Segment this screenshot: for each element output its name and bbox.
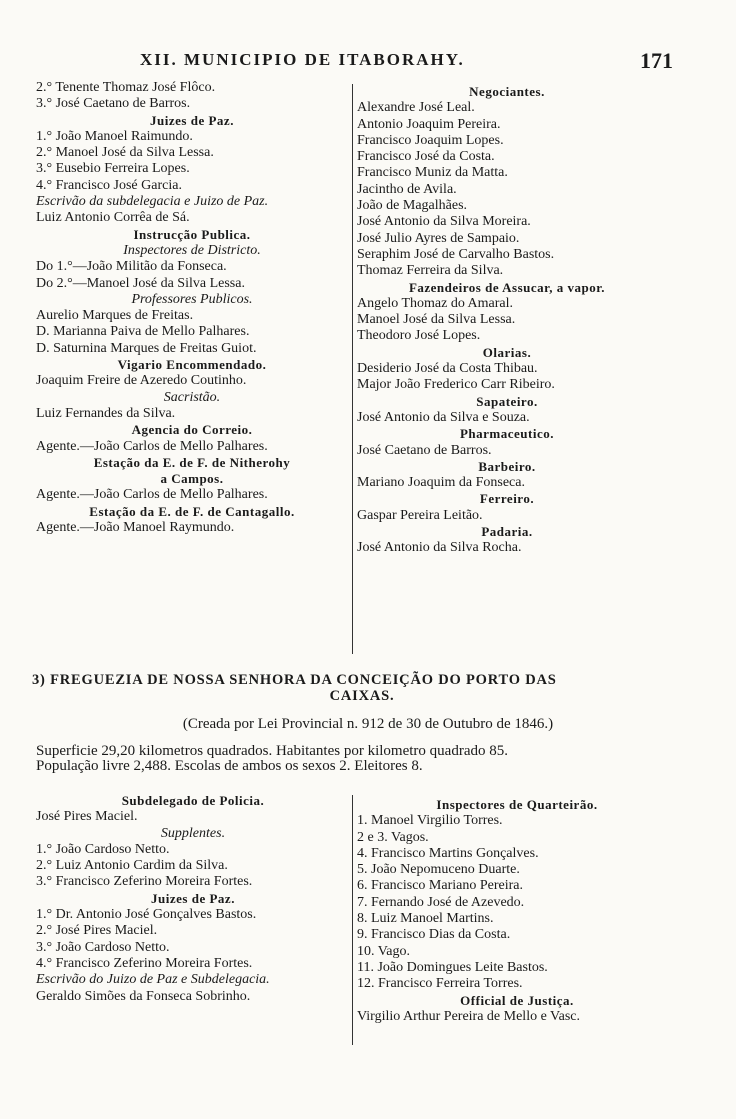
left-column-line: D. Saturnina Marques de Freitas Guiot. bbox=[36, 340, 257, 356]
right-column-line: José Julio Ayres de Sampaio. bbox=[357, 230, 520, 246]
bottom-left-line: Geraldo Simões da Fonseca Sobrinho. bbox=[36, 988, 251, 1004]
right-column-line: Francisco Joaquim Lopes. bbox=[357, 132, 504, 148]
left-column-line: D. Marianna Paiva de Mello Palhares. bbox=[36, 324, 250, 340]
bottom-right-line: Virgilio Arthur Pereira de Mello e Vasc. bbox=[357, 1008, 580, 1024]
bottom-left-heading: Juizes de Paz. bbox=[151, 890, 235, 906]
left-column-line: 2.° Tenente Thomaz José Flôco. bbox=[36, 80, 216, 95]
section-title-line2: CAIXAS. bbox=[329, 688, 395, 704]
left-column-line: Professores Publicos. bbox=[131, 291, 253, 307]
right-column-line: Theodoro José Lopes. bbox=[357, 328, 481, 344]
right-column-line: José Antonio da Silva Moreira. bbox=[357, 214, 531, 230]
left-column-line: Agente.—João Carlos de Mello Palhares. bbox=[36, 438, 268, 454]
bottom-left-line: 3.° João Cardoso Netto. bbox=[36, 939, 170, 955]
left-column-line: Luiz Fernandes da Silva. bbox=[36, 405, 176, 421]
bottom-left-heading: Subdelegado de Policia. bbox=[121, 793, 265, 808]
right-column-line: Francisco José da Costa. bbox=[357, 149, 495, 165]
right-column-heading: Barbeiro. bbox=[478, 458, 536, 474]
left-column-heading: a Campos. bbox=[160, 471, 224, 487]
creation-note: (Creada por Lei Provincial n. 912 de 30 de Outubro de 1846.) bbox=[182, 716, 554, 732]
right-column-line: José Caetano de Barros. bbox=[357, 442, 492, 458]
left-column-line: Agente.—João Carlos de Mello Palhares. bbox=[36, 487, 268, 503]
left-column-heading: Agencia do Correio. bbox=[131, 422, 253, 438]
right-column bbox=[357, 84, 657, 557]
bottom-left-line: 2.° Luiz Antonio Cardim da Silva. bbox=[36, 858, 228, 874]
bottom-right-line: 5. João Nepomuceno Duarte. bbox=[357, 862, 520, 878]
stats-paragraph bbox=[36, 744, 686, 774]
right-column-line: José Antonio da Silva Rocha. bbox=[357, 540, 522, 556]
bottom-right-line: 9. Francisco Dias da Costa. bbox=[357, 927, 511, 943]
right-column-line: Alexandre José Leal. bbox=[357, 100, 475, 116]
left-column-line: Luiz Antonio Corrêa de Sá. bbox=[36, 210, 190, 226]
left-column-line: Aurelio Marques de Freitas. bbox=[36, 308, 194, 324]
right-column-line: Manoel José da Silva Lessa. bbox=[357, 312, 516, 328]
right-column-heading: Padaria. bbox=[481, 524, 533, 540]
left-column-heading: Estação da E. de F. de Nitherohy bbox=[93, 454, 291, 470]
bottom-left-column bbox=[36, 793, 350, 1005]
bottom-left-line: 2.° José Pires Maciel. bbox=[36, 923, 158, 939]
bottom-left-line: 1.° João Cardoso Netto. bbox=[36, 841, 170, 857]
bottom-right-line: 7. Fernando José de Azevedo. bbox=[357, 894, 525, 910]
right-column-line: Gaspar Pereira Leitão. bbox=[357, 507, 483, 523]
bottom-right-line: 1. Manoel Virgilio Torres. bbox=[357, 813, 503, 829]
right-column-line: Mariano Joaquim da Fonseca. bbox=[357, 475, 525, 491]
left-column-line: 3.° Eusebio Ferreira Lopes. bbox=[36, 161, 190, 177]
bottom-left-line: 3.° Francisco Zeferino Moreira Fortes. bbox=[36, 874, 253, 890]
bottom-right-line: 6. Francisco Mariano Pereira. bbox=[357, 878, 523, 894]
right-column-line: Francisco Muniz da Matta. bbox=[357, 165, 508, 181]
right-column-line: João de Magalhães. bbox=[357, 198, 468, 214]
right-column-line: José Antonio da Silva e Souza. bbox=[357, 409, 530, 425]
left-column bbox=[36, 80, 348, 536]
bottom-column-divider bbox=[352, 795, 353, 1045]
right-column-line: Thomaz Ferreira da Silva. bbox=[357, 263, 504, 279]
bottom-left-line: 4.° Francisco Zeferino Moreira Fortes. bbox=[36, 955, 253, 971]
bottom-right-line: 11. João Domingues Leite Bastos. bbox=[357, 959, 548, 975]
stats-line-2: População livre 2,488. Escolas de ambos os sexos 2. Eleitores 8. bbox=[36, 758, 423, 774]
bottom-left-line: José Pires Maciel. bbox=[36, 809, 138, 825]
bottom-left-line: 1.° Dr. Antonio José Gonçalves Bastos. bbox=[36, 907, 257, 923]
page-header bbox=[0, 50, 736, 74]
column-divider bbox=[352, 84, 353, 654]
right-column-heading: Fazendeiros de Assucar, a vapor. bbox=[408, 279, 606, 295]
left-column-line: 2.° Manoel José da Silva Lessa. bbox=[36, 145, 214, 161]
bottom-right-heading: Official de Justiça. bbox=[460, 992, 574, 1008]
left-column-line: Do 2.°—Manoel José da Silva Lessa. bbox=[36, 275, 245, 291]
right-column-line: Major João Frederico Carr Ribeiro. bbox=[357, 377, 555, 393]
left-column-line: 1.° João Manoel Raimundo. bbox=[36, 128, 193, 144]
bottom-left-line: Supplentes. bbox=[160, 825, 226, 841]
left-column-line: Escrivão da subdelegacia e Juizo de Paz. bbox=[36, 194, 269, 210]
bottom-right-line: 8. Luiz Manoel Martins. bbox=[357, 911, 494, 927]
bottom-right-line: 10. Vago. bbox=[357, 943, 411, 959]
left-column-heading: Instrucção Publica. bbox=[133, 226, 251, 242]
right-column-heading: Negociantes. bbox=[469, 84, 545, 99]
running-title: XII. MUNICIPIO DE ITABORAHY. bbox=[140, 50, 465, 69]
left-column-heading: Estação da E. de F. de Cantagallo. bbox=[89, 503, 295, 519]
left-column-heading: Juizes de Paz. bbox=[150, 112, 234, 128]
bottom-left-line: Escrivão do Juizo de Paz e Subdelegacia. bbox=[36, 972, 270, 988]
right-column-line: Antonio Joaquim Pereira. bbox=[357, 116, 501, 132]
right-column-heading: Olarias. bbox=[482, 344, 532, 360]
stats-line-1: Superficie 29,20 kilometros quadrados. Habitantes por kilometro quadrado 85. bbox=[36, 743, 508, 759]
left-column-line: 3.° José Caetano de Barros. bbox=[36, 96, 191, 112]
left-column-line: Sacristão. bbox=[163, 389, 221, 405]
right-column-heading: Sapateiro. bbox=[476, 393, 538, 409]
right-column-line: Desiderio José da Costa Thibau. bbox=[357, 361, 538, 377]
right-column-heading: Ferreiro. bbox=[479, 491, 535, 507]
section-title-line1: 3) FREGUEZIA DE NOSSA SENHORA DA CONCEIÇÃO DO PORTO DAS bbox=[32, 672, 557, 688]
left-column-line: Do 1.°—João Militão da Fonseca. bbox=[36, 259, 227, 275]
bottom-right-heading: Inspectores de Quarteirão. bbox=[436, 797, 598, 812]
bottom-right-line: 12. Francisco Ferreira Torres. bbox=[357, 976, 523, 992]
right-column-line: Seraphim José de Carvalho Bastos. bbox=[357, 246, 555, 262]
right-column-line: Angelo Thomaz do Amaral. bbox=[357, 295, 514, 311]
bottom-right-line: 2 e 3. Vagos. bbox=[357, 829, 429, 845]
page-number: 171 bbox=[640, 48, 673, 73]
left-column-line: Joaquim Freire de Azeredo Coutinho. bbox=[36, 373, 247, 389]
left-column-heading: Vigario Encommendado. bbox=[117, 357, 267, 373]
left-column-line: Agente.—João Manoel Raymundo. bbox=[36, 520, 235, 536]
bottom-right-column bbox=[357, 797, 677, 1025]
left-column-line: 4.° Francisco José Garcia. bbox=[36, 177, 182, 193]
right-column-line: Jacintho de Avila. bbox=[357, 181, 457, 197]
left-column-line: Inspectores de Districto. bbox=[123, 242, 261, 258]
section-title bbox=[32, 672, 692, 704]
bottom-right-line: 4. Francisco Martins Gonçalves. bbox=[357, 845, 539, 861]
right-column-heading: Pharmaceutico. bbox=[459, 426, 554, 442]
